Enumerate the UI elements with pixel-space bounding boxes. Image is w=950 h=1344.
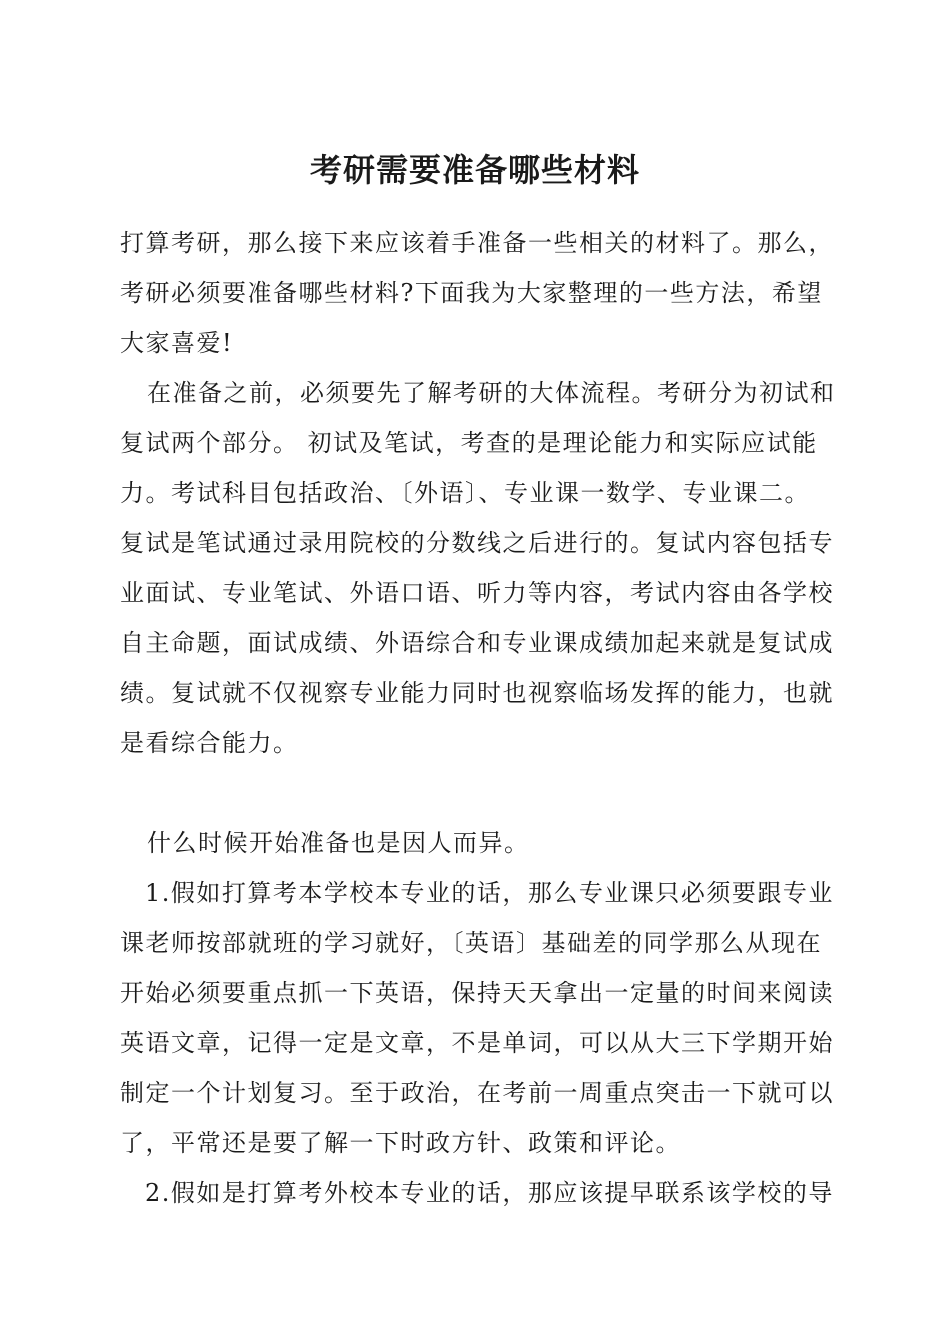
paragraph-2-line-2: 复试两个部分。 初试及笔试，考查的是理论能力和实际应试能 [120, 429, 818, 457]
paragraph-2-line-8: 是看综合能力。 [120, 729, 299, 757]
paragraph-4-line-2: 课老师按部就班的学习就好，〔英语〕基础差的同学那么从现在 [120, 929, 822, 957]
document-title: 考研需要准备哪些材料 [309, 151, 640, 189]
paragraph-5-line-1: 2.假如是打算考外校本专业的话，那应该提早联系该学校的导 [145, 1179, 834, 1207]
paragraph-2-line-5: 业面试、专业笔试、外语口语、听力等内容，考试内容由各学校 [120, 579, 834, 607]
paragraph-4-line-4: 英语文章，记得一定是文章，不是单词，可以从大三下学期开始 [120, 1029, 834, 1057]
paragraph-4-line-5: 制定一个计划复习。至于政治，在考前一周重点突击一下就可以 [120, 1079, 834, 1107]
paragraph-3-line-1: 什么时候开始准备也是因人而异。 [147, 829, 530, 857]
paragraph-4-line-1: 1.假如打算考本学校本专业的话，那么专业课只必须要跟专业 [145, 879, 834, 907]
paragraph-2-line-4: 复试是笔试通过录用院校的分数线之后进行的。复试内容包括专 [120, 529, 834, 557]
paragraph-1-line-1: 打算考研，那么接下来应该着手准备一些相关的材料了。那么， [120, 229, 834, 257]
paragraph-4-line-6: 了，平常还是要了解一下时政方针、政策和评论。 [120, 1129, 681, 1157]
paragraph-1-line-2: 考研必须要准备哪些材料?下面我为大家整理的一些方法，希望 [120, 279, 823, 307]
paragraph-2-line-1: 在准备之前，必须要先了解考研的大体流程。考研分为初试和 [147, 379, 836, 407]
paragraph-4-line-3: 开始必须要重点抓一下英语，保持天天拿出一定量的时间来阅读 [120, 979, 834, 1007]
paragraph-1-line-3: 大家喜爱! [120, 329, 234, 357]
paragraph-2-line-3: 力。考试科目包括政治、〔外语〕、专业课一数学、专业课二。 [120, 479, 810, 507]
paragraph-2-line-6: 自主命题，面试成绩、外语综合和专业课成绩加起来就是复试成 [120, 629, 834, 657]
paragraph-2-line-7: 绩。复试就不仅视察专业能力同时也视察临场发挥的能力，也就 [120, 679, 834, 707]
